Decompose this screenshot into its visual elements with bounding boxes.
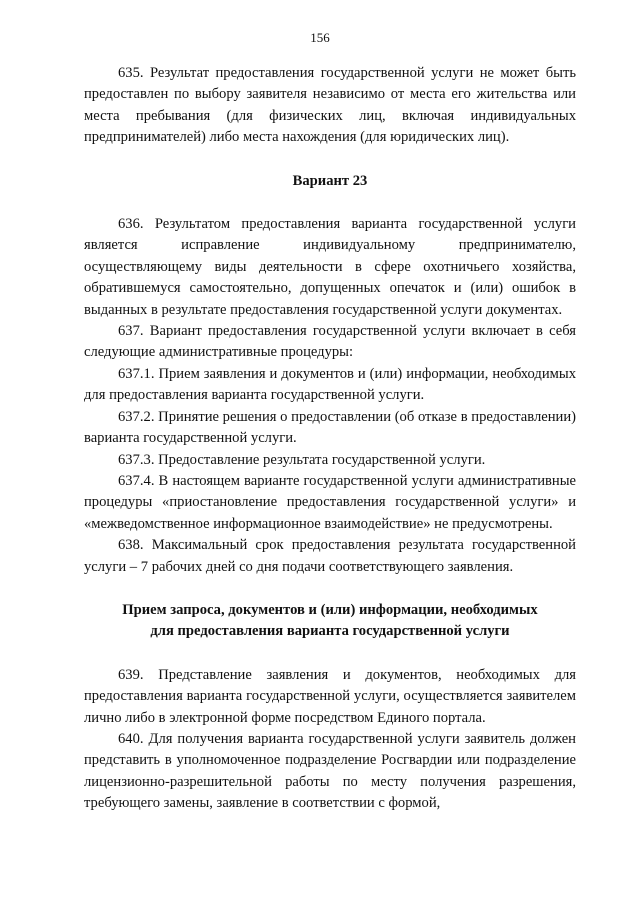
- variant-section: [84, 214, 576, 578]
- paragraph-637-1: 637.1. Прием заявления и документов и (или) информации, необходимых для предоставления варианта государственной услуги.: [84, 365, 576, 404]
- paragraph-637-2: 637.2. Принятие решения о предоставлении (об отказе в предоставлении) варианта государственной услуги.: [84, 408, 576, 447]
- paragraph-637: 637. Вариант предоставления государственной услуги включает в себя следующие административные процедуры:: [84, 323, 576, 361]
- paragraph-640: 640. Для получения варианта государственной услуги заявитель должен представить в уполномоченное подразделение Росгвардии или подразделение лицензионно-разрешительной работы по месту получения разрешения, требующего замены, заявление в соответствии с формой,: [84, 730, 576, 812]
- paragraph-635: 635. Результат предоставления государственной услуги не может быть предоставлен по выбору заявителя независимо от места его жительства или места пребывания (для физических лиц, включая индивидуальных предпринимателей) либо места нахождения (для юридических лиц).: [84, 65, 576, 146]
- paragraph-637-3: 637.3. Предоставление результата государственной услуги.: [118, 451, 486, 468]
- paragraph-638: 638. Максимальный срок предоставления результата государственной услуги – 7 рабочих дней со дня подачи соответствующего заявления.: [84, 537, 576, 575]
- section-heading: [84, 600, 576, 643]
- reception-section: [84, 665, 576, 815]
- paragraph-639: 639. Представление заявления и документов, необходимых для предоставления варианта государственной услуги, осуществляется заявителем лично либо в электронной форме посредством Единого портала.: [84, 666, 576, 726]
- paragraph-636: 636. Результатом предоставления варианта государственной услуги является исправление индивидуальному предпринимателю, осуществляющему виды деятельности в сфере охотничьего хозяйства, обратившемуся самостоятельно, допущенных опечаток и (или) ошибок в выданных в результате предоставления государственной услуги документах.: [84, 216, 576, 318]
- page-number: 156: [310, 30, 330, 45]
- paragraph-637-4: 637.4. В настоящем варианте государственной услуги административные процедуры «приостановление предоставления государственной услуги» и «межведомственное информационное взаимодействие» не предусмотрены.: [84, 472, 576, 532]
- section-heading-line-1: Прием запроса, документов и (или) информации, необходимых: [122, 601, 538, 618]
- document-body: [84, 63, 576, 815]
- variant-heading: Вариант 23: [292, 172, 368, 189]
- section-heading-line-2: для предоставления варианта государственной услуги: [150, 623, 510, 640]
